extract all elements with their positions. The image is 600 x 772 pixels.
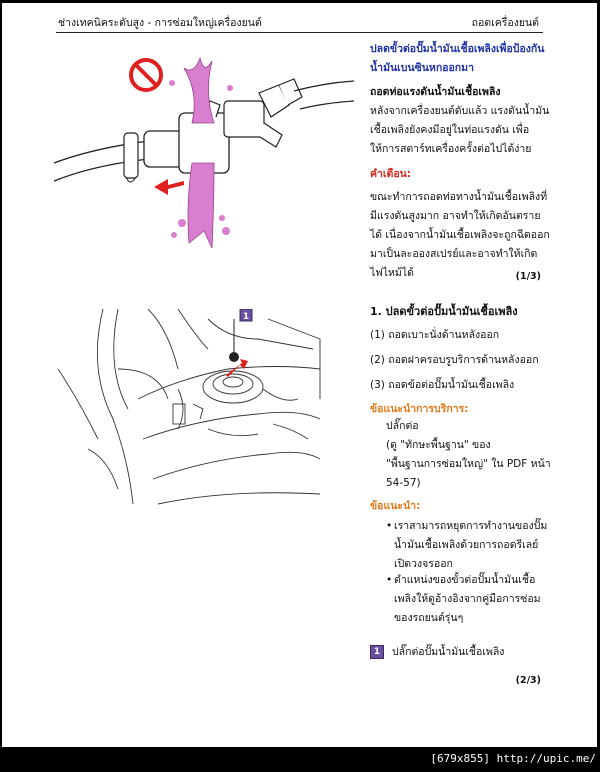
warning-body: ขณะทำการถอดท่อทางน้ำมันเชื้อเพลิงที่มีแรงดันสูงมาก อาจทำให้เกิดอันตรายได้ เนื่องจากน้ำมันเชื้อเพลิงจะถูกฉีดออกมาเป็นละอองสเปรย์และอาจทำให้เกิดไฟไหม้ได้ bbox=[370, 191, 550, 279]
service-tip-body: ปลั๊กต่อ (ดู "ทักษะพื้นฐาน" ของ "พื้นฐานการซ่อมใหญ่" ใน PDF หน้า 54-57) bbox=[386, 420, 551, 489]
fuel-spray-down bbox=[188, 163, 214, 248]
step-1: (1) ถอดเบาะนั่งด้านหลังออก bbox=[370, 329, 500, 341]
fuel-pump-location-illustration bbox=[58, 309, 328, 509]
step-2: (2) ถอดฝาครอบรูบริการด้านหลังออก bbox=[370, 354, 539, 366]
tip-label: ข้อแนะนำ: bbox=[370, 500, 421, 512]
bullet-dot-icon: • bbox=[386, 520, 393, 532]
header-divider bbox=[56, 32, 543, 33]
service-tip-label: ข้อแนะนำการบริการ: bbox=[370, 403, 469, 415]
fuel-line-illustration bbox=[54, 53, 354, 253]
header-right: ถอดเครื่องยนต์ bbox=[471, 17, 539, 29]
image-host-footer: [679x855] http://upic.me/ bbox=[430, 752, 596, 765]
red-arrow-icon bbox=[154, 179, 184, 195]
header-left: ช่างเทคนิคระดับสูง - การซ่อมใหญ่เครื่องยนต์ bbox=[58, 17, 262, 29]
section1-title: ปลดขั้วต่อปั๊มน้ำมันเชื้อเพลิงเพื่อป้องกันน้ำมันเบนซินหกออกมา bbox=[370, 43, 545, 74]
page-indicator-2: (2/3) bbox=[515, 675, 541, 686]
pump-connector-marker bbox=[226, 309, 252, 377]
document-page bbox=[2, 3, 597, 747]
connector-legend-label: ปลั๊กต่อปั๊มน้ำมันเชื้อเพลิง bbox=[392, 646, 505, 658]
tip-text-2: ตำแหน่งของขั้วต่อปั๊มน้ำมันเชื้อเพลิงให้ดูอ้างอิงจากคู่มือการซ่อมของรถยนต์รุ่นๆ bbox=[394, 574, 541, 624]
section1-body: หลังจากเครื่องยนต์ดับแล้ว แรงดันน้ำมันเชื้อเพลิงยังคงมีอยู่ในท่อแรงดัน เพื่อให้การสตาร์ทเครื่องครั้งต่อไปได้ง่าย bbox=[370, 105, 550, 155]
tip-bullet-1 bbox=[386, 517, 551, 574]
svg-text:1: 1 bbox=[242, 312, 250, 322]
tip-bullet-2 bbox=[386, 571, 551, 628]
connector-legend bbox=[370, 643, 504, 660]
section2-title: 1. ปลดขั้วต่อปั๊มน้ำมันเชื้อเพลิง bbox=[370, 305, 518, 318]
page-indicator-1: (1/3) bbox=[515, 271, 541, 282]
number-badge: 1 bbox=[370, 645, 384, 659]
bullet-dot-icon: • bbox=[386, 574, 393, 586]
warning-label: คำเตือน: bbox=[370, 168, 412, 180]
prohibition-icon bbox=[131, 60, 161, 90]
section1-subtitle: ถอดท่อแรงดันน้ำมันเชื้อเพลิง bbox=[370, 86, 501, 98]
tip-text-1: เราสามารถหยุดการทำงานของปั๊มน้ำมันเชื้อเพลิงด้วยการถอดรีเลย์เปิดวงจรออก bbox=[394, 520, 548, 570]
step-3: (3) ถอดข้อต่อปั๊มน้ำมันเชื้อเพลิง bbox=[370, 379, 515, 391]
